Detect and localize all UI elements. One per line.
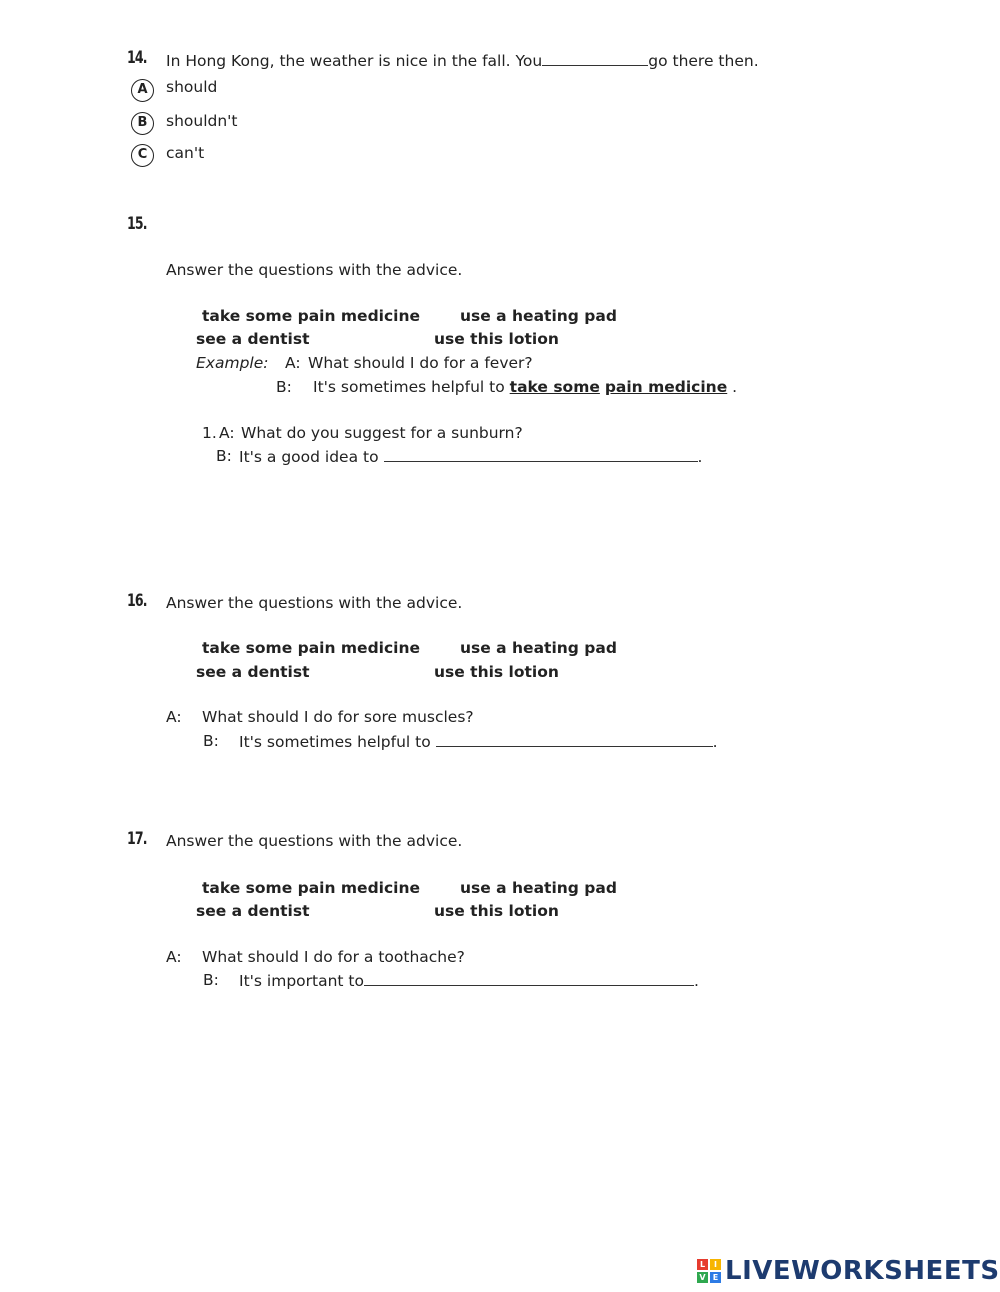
option-c-text[interactable]: can't [166, 144, 205, 162]
option-b-circle[interactable]: B [131, 112, 154, 135]
q17-a-text: What should I do for a toothache? [202, 948, 465, 966]
logo-block-e: E [710, 1272, 721, 1283]
example-a-label: A: [285, 354, 301, 372]
q17-bank-pain-medicine: take some pain medicine [202, 879, 421, 897]
q16-a-text: What should I do for sore muscles? [202, 708, 474, 726]
q17-b-text: It's important to [239, 972, 364, 990]
logo-text: LIVEWORKSHEETS [725, 1256, 1000, 1286]
liveworksheets-logo [697, 1256, 1000, 1286]
q16-a-label: A: [166, 708, 182, 726]
q17-b-label: B: [203, 971, 219, 989]
option-c-circle[interactable]: C [131, 144, 154, 167]
question-14-stem [166, 50, 759, 71]
q15-bank-pain-medicine: take some pain medicine [202, 307, 421, 325]
question-14-blank[interactable] [542, 50, 648, 66]
question-17-instruction: Answer the questions with the advice. [166, 832, 463, 850]
q16-bank-pain-medicine: take some pain medicine [202, 639, 421, 657]
q16-b-label: B: [203, 732, 219, 750]
example-b-text: It's sometimes helpful to [313, 378, 505, 396]
q15-item-end: . [697, 448, 703, 466]
logo-block-l: L [697, 1259, 708, 1270]
option-a-text[interactable]: should [166, 78, 218, 96]
example-answer-part2: pain medicine [604, 378, 728, 396]
q16-bank-lotion: use this lotion [434, 663, 559, 681]
q17-end: . [693, 972, 699, 990]
q15-item-a-text: What do you suggest for a sunburn? [241, 424, 523, 442]
option-a-circle[interactable]: A [131, 79, 154, 102]
q15-item-b-line [239, 446, 702, 467]
q16-bank-heating-pad: use a heating pad [460, 639, 617, 657]
q15-bank-heating-pad: use a heating pad [460, 307, 617, 325]
logo-block-i: I [710, 1259, 721, 1270]
q16-b-text: It's sometimes helpful to [239, 733, 431, 751]
question-14-stem-after: go there then. [648, 52, 759, 70]
q17-bank-lotion: use this lotion [434, 902, 559, 920]
q15-bank-lotion: use this lotion [434, 330, 559, 348]
logo-block-v: V [697, 1272, 708, 1283]
q17-bank-dentist: see a dentist [196, 902, 310, 920]
q17-a-label: A: [166, 948, 182, 966]
q15-item-b-label: B: [216, 447, 232, 465]
example-label: Example: [196, 354, 269, 372]
example-answer-part1: take some [509, 378, 600, 396]
question-17-number: 17. [127, 829, 147, 849]
question-14-number: 14. [127, 48, 147, 68]
example-b-line [313, 377, 737, 397]
q17-b-line [239, 970, 699, 991]
q15-item-number: 1. [202, 424, 217, 442]
question-16-number: 16. [127, 591, 147, 611]
example-a-text: What should I do for a fever? [308, 354, 533, 372]
q16-b-line [239, 731, 718, 752]
q16-end: . [712, 733, 718, 751]
question-14-stem-before: In Hong Kong, the weather is nice in the fall. You [166, 52, 543, 70]
example-end: . [732, 378, 738, 396]
question-15-instruction: Answer the questions with the advice. [166, 261, 463, 279]
q15-item-a-label: A: [219, 424, 235, 442]
option-b-text[interactable]: shouldn't [166, 112, 238, 130]
q16-bank-dentist: see a dentist [196, 663, 310, 681]
example-b-label: B: [276, 378, 292, 396]
question-15-number: 15. [127, 214, 147, 234]
question-16-instruction: Answer the questions with the advice. [166, 594, 463, 612]
q17-bank-heating-pad: use a heating pad [460, 879, 617, 897]
logo-blocks-icon [697, 1259, 721, 1283]
q15-item-b-text: It's a good idea to [239, 448, 379, 466]
q16-answer-blank[interactable] [436, 731, 713, 747]
q15-answer-blank[interactable] [384, 446, 698, 462]
q17-answer-blank[interactable] [364, 970, 694, 986]
q15-bank-dentist: see a dentist [196, 330, 310, 348]
